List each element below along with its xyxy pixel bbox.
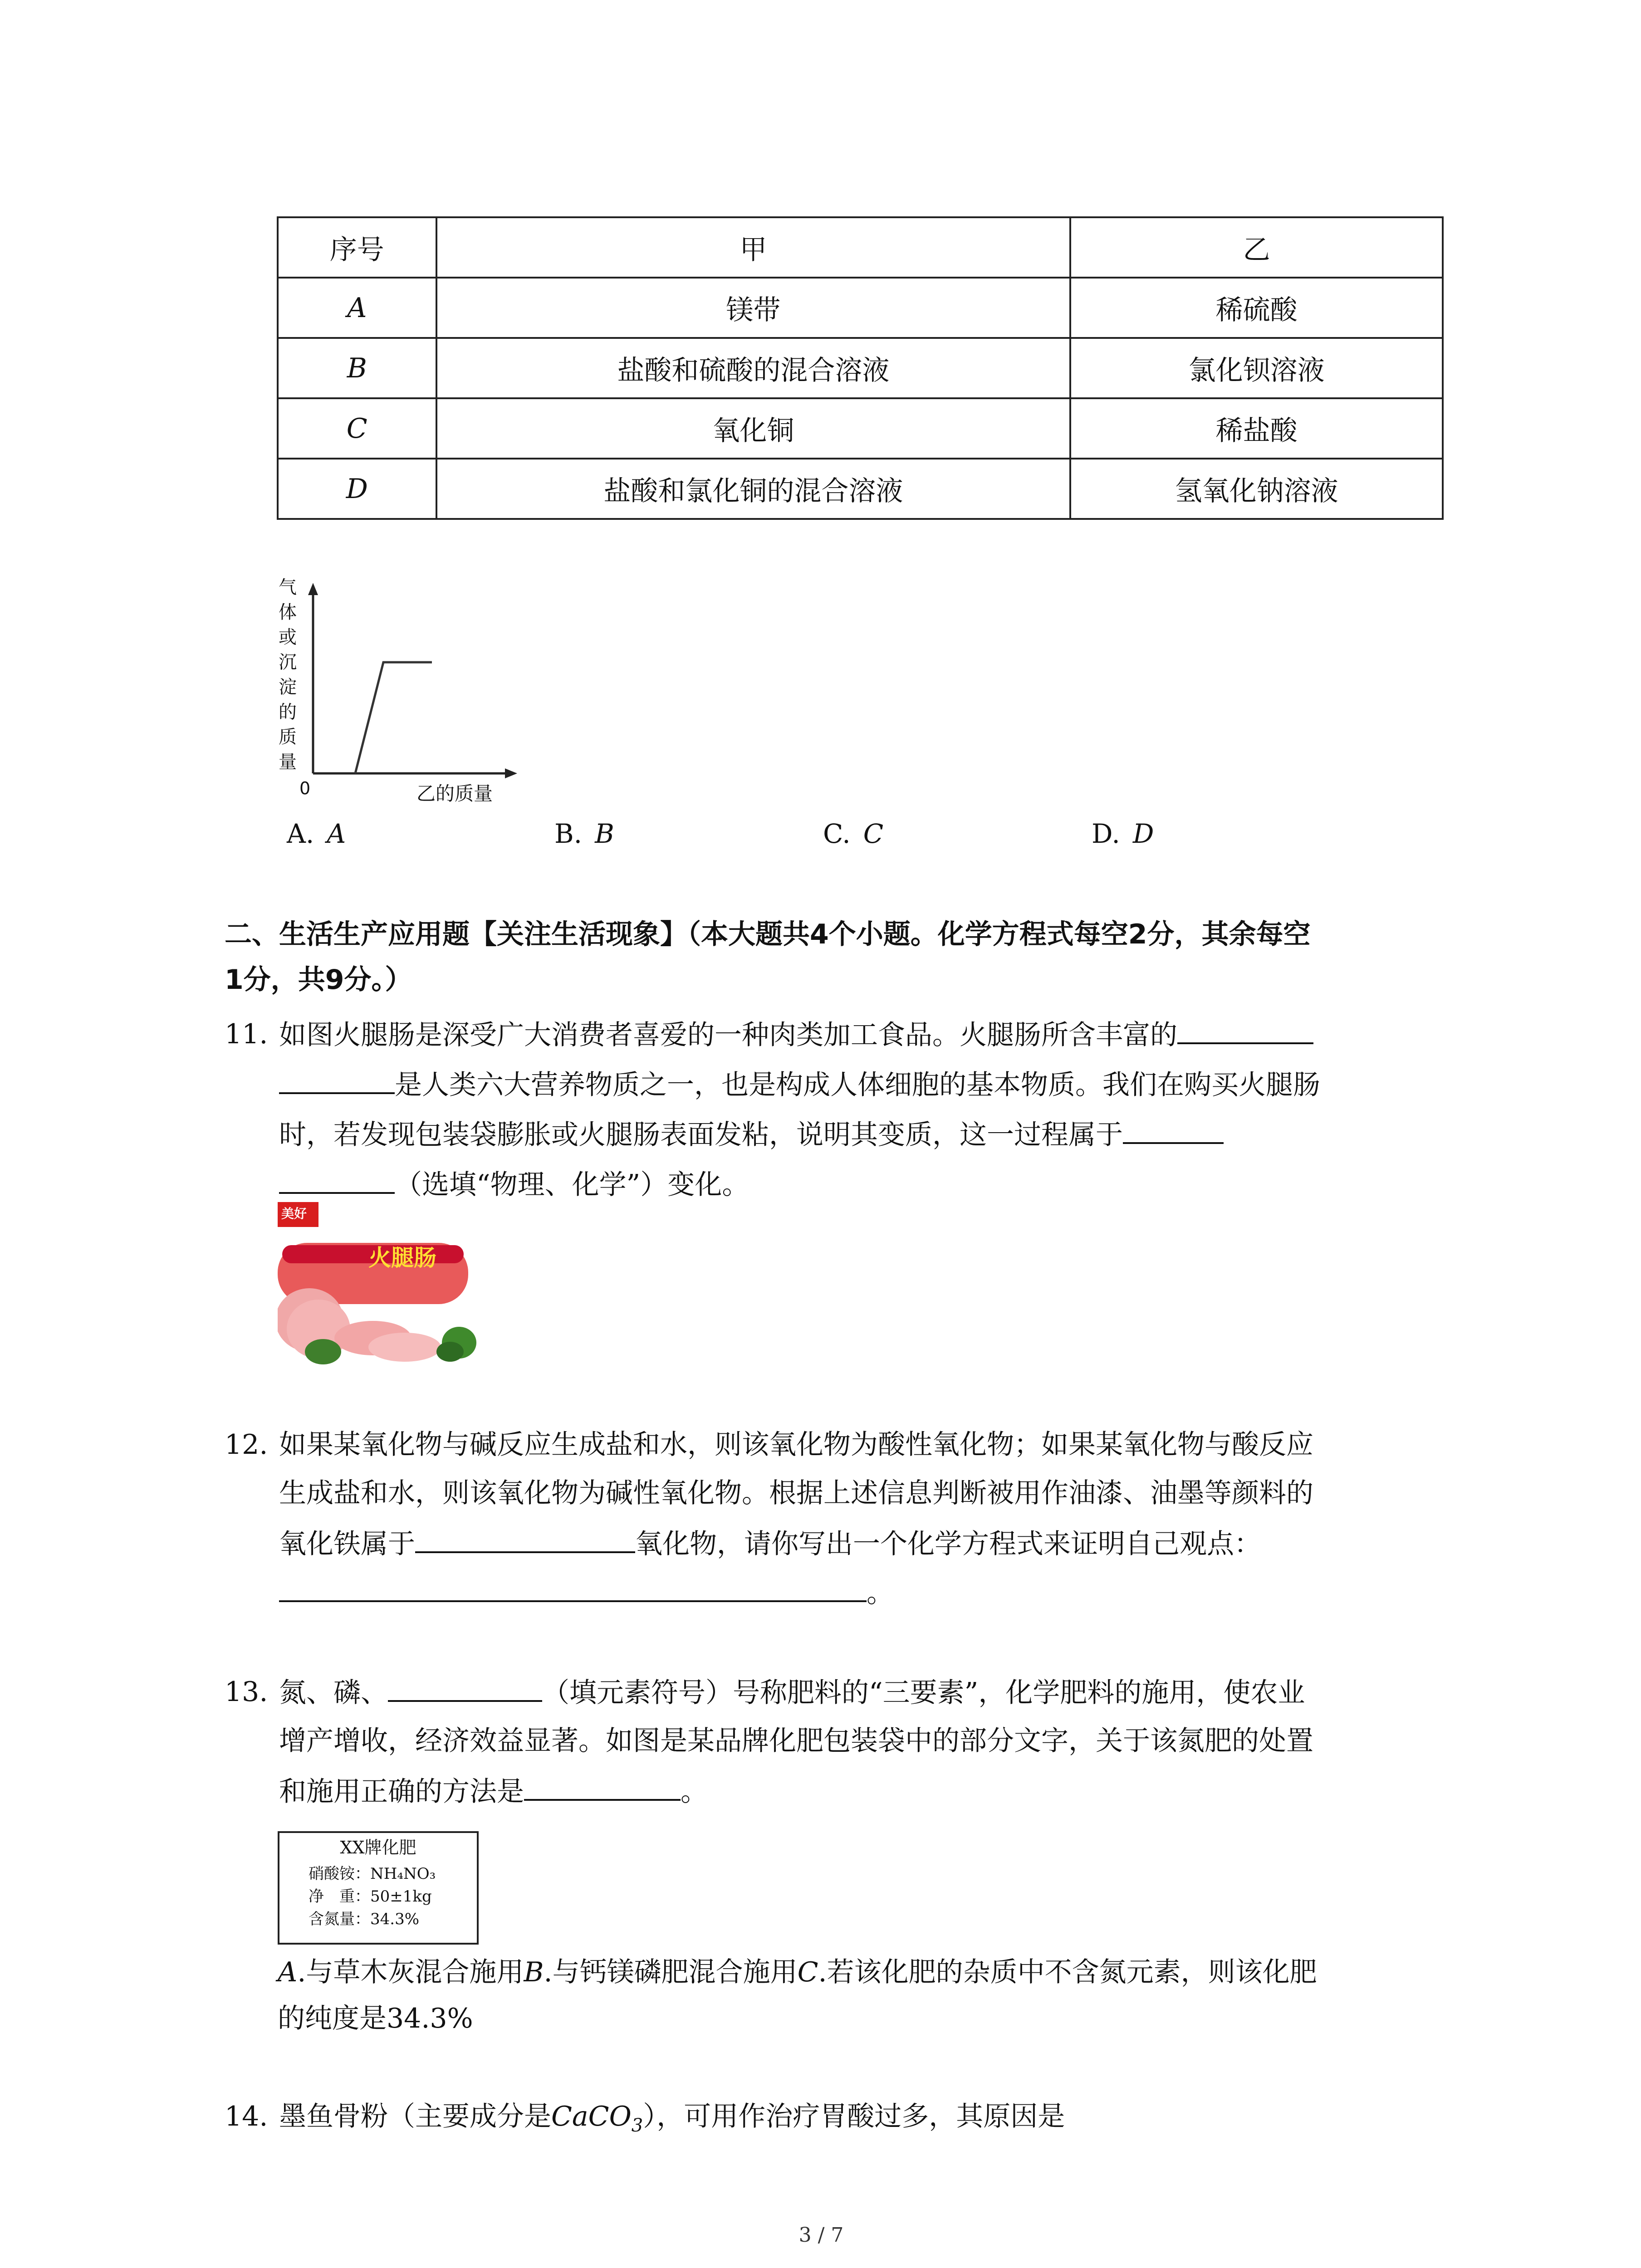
answer-blank[interactable] [279, 1070, 395, 1094]
option-c[interactable] [823, 820, 883, 847]
question-text-line: （选填“物理、化学”）变化。 [395, 1169, 749, 1201]
graph-origin-label: 0 [299, 778, 311, 798]
table-header-cell: 乙 [1070, 217, 1443, 278]
question-text-line: 。 [867, 1577, 894, 1609]
answer-blank[interactable] [388, 1678, 542, 1702]
question-text-line: 时，若发现包装袋膨胀或火腿肠表面发粘，说明其变质，这一过程属于 [279, 1119, 1123, 1151]
question-text-line: ），可用作治疗胃酸过多，其原因是 [643, 2101, 1065, 2132]
table-header-cell: 甲 [436, 217, 1071, 278]
y-axis-arrow-icon [308, 583, 318, 595]
answer-blank[interactable] [415, 1530, 635, 1553]
formula-subscript: 3 [631, 2115, 643, 2136]
y-axis-label-char: 量 [279, 752, 297, 772]
table-header-cell: 序号 [278, 217, 436, 278]
option-letter: D [1132, 818, 1154, 849]
q13-options [278, 1956, 1317, 1988]
option-letter: C [863, 818, 884, 849]
option-letter: A [327, 818, 346, 849]
question-text [279, 1169, 749, 1201]
question-text-line: 和施用正确的方法是 [279, 1776, 524, 1808]
question-text [279, 1070, 1320, 1099]
table-cell: 镁带 [436, 278, 1071, 338]
table-header-row [278, 217, 1443, 278]
option-letter[interactable]: A [278, 1956, 298, 1988]
y-axis-label-char: 沉 [279, 652, 297, 673]
fertilizer-label-line: 硝酸铵：NH₄NO₃ [309, 1865, 436, 1883]
question-text-line: 氧化物，请你写出一个化学方程式来证明自己观点： [635, 1528, 1261, 1560]
question-text [279, 1120, 1224, 1149]
table-row [278, 278, 1443, 338]
brand-logo: 美好 [281, 1206, 307, 1221]
fertilizer-label-line: 含氮量：34.3% [309, 1910, 420, 1928]
y-axis-label-char: 或 [279, 627, 297, 648]
table-cell: 稀盐酸 [1070, 398, 1443, 459]
y-axis-label-char: 的 [279, 702, 297, 723]
option-b[interactable] [554, 820, 614, 847]
question-number: 13. [225, 1676, 268, 1708]
question-text [279, 1579, 894, 1607]
x-axis-arrow-icon [505, 768, 517, 778]
option-prefix: B. [554, 818, 583, 849]
question-number: 12. [225, 1429, 268, 1461]
option-letter[interactable]: B [524, 1956, 544, 1988]
answer-blank[interactable] [1177, 1021, 1313, 1044]
question-text [279, 1776, 708, 1808]
option-text: .若该化肥的杂质中不含氮元素，则该化肥 [818, 1956, 1317, 1988]
section-heading-cont: 1分，共9分。） [225, 964, 412, 996]
answer-blank[interactable] [1123, 1120, 1224, 1144]
question-text-line: 氧化铁属于 [279, 1528, 415, 1560]
fertilizer-label-line: 净 重：50±1kg [309, 1887, 432, 1906]
product-label: 火腿肠 [368, 1245, 436, 1271]
mass-curve [355, 662, 432, 773]
question-text-line: 生成盐和水，则该氧化物为碱性氧化物。根据上述信息判断被用作油漆、油墨等颜料的 [279, 1477, 1313, 1509]
fertilizer-label-title: XX牌化肥 [340, 1838, 416, 1857]
option-prefix: D. [1092, 818, 1120, 849]
q13-options-cont: 的纯度是34.3% [278, 2003, 473, 2034]
table-cell: A [278, 278, 436, 338]
y-axis-label-char: 气 [279, 577, 297, 598]
table-cell: 盐酸和硫酸的混合溶液 [436, 338, 1071, 398]
question-text [279, 2103, 1065, 2139]
option-prefix: C. [823, 818, 851, 849]
ham-sausage-icon [278, 1202, 482, 1370]
table-cell: C [278, 398, 436, 459]
option-text: .与钙镁磷肥混合施用 [544, 1956, 798, 1988]
answer-blank[interactable] [524, 1777, 681, 1801]
option-prefix: A. [287, 818, 314, 849]
option-a[interactable] [287, 820, 346, 847]
table-cell: 稀硫酸 [1070, 278, 1443, 338]
mass-graph [290, 581, 526, 789]
table-row [278, 398, 1443, 459]
table-cell: 氢氧化钠溶液 [1070, 459, 1443, 519]
table-cell: 氯化钡溶液 [1070, 338, 1443, 398]
question-text [279, 1021, 1313, 1049]
table-row [278, 459, 1443, 519]
ham-sausage-image [278, 1202, 482, 1370]
question-number: 11. [225, 1018, 268, 1050]
table-cell: 盐酸和氯化铜的混合溶液 [436, 459, 1071, 519]
reagent-table [277, 216, 1444, 520]
table-row [278, 338, 1443, 398]
answer-blank[interactable] [279, 1170, 395, 1194]
option-text: .与草木灰混合施用 [297, 1956, 524, 1988]
y-axis-label-char: 质 [279, 727, 297, 748]
option-letter[interactable]: C [797, 1956, 818, 1988]
option-letter: B [595, 818, 614, 849]
y-axis-label-char: 体 [279, 602, 297, 623]
question-text-line: （填元素符号）号称肥料的“三要素”，化学肥料的施用，使农业 [542, 1677, 1305, 1709]
option-d[interactable] [1092, 820, 1154, 847]
question-text-line: 。 [681, 1776, 708, 1808]
question-text-line: 墨鱼骨粉（主要成分是 [279, 2101, 551, 2132]
section-heading: 二、生活生产应用题【关注生活现象】（本大题共4个小题。化学方程式每空2分，其余每空 [225, 919, 1311, 950]
table-cell: B [278, 338, 436, 398]
question-text-line: 增产增收，经济效益显著。如图是某品牌化肥包装袋中的部分文字，关于该氮肥的处置 [279, 1725, 1313, 1757]
question-text-line: 氮、磷、 [279, 1677, 388, 1709]
table-cell: D [278, 459, 436, 519]
question-text [279, 1530, 1261, 1558]
question-number: 14. [225, 2101, 268, 2132]
fertilizer-label [278, 1831, 479, 1945]
table-cell: 氧化铜 [436, 398, 1071, 459]
question-text-line: 如图火腿肠是深受广大消费者喜爱的一种肉类加工食品。火腿肠所含丰富的 [279, 1019, 1177, 1051]
answer-blank[interactable] [279, 1579, 867, 1602]
question-text-line: 如果某氧化物与碱反应生成盐和水，则该氧化物为酸性氧化物；如果某氧化物与酸反应 [279, 1429, 1313, 1461]
question-text-line: 是人类六大营养物质之一，也是构成人体细胞的基本物质。我们在购买火腿肠 [395, 1069, 1320, 1101]
y-axis-label-char: 淀 [279, 677, 297, 698]
page-number: 3 / 7 [798, 2224, 844, 2247]
question-text [279, 1677, 1305, 1709]
x-axis-label: 乙的质量 [416, 782, 493, 805]
chemical-formula: CaCO [551, 2101, 632, 2132]
